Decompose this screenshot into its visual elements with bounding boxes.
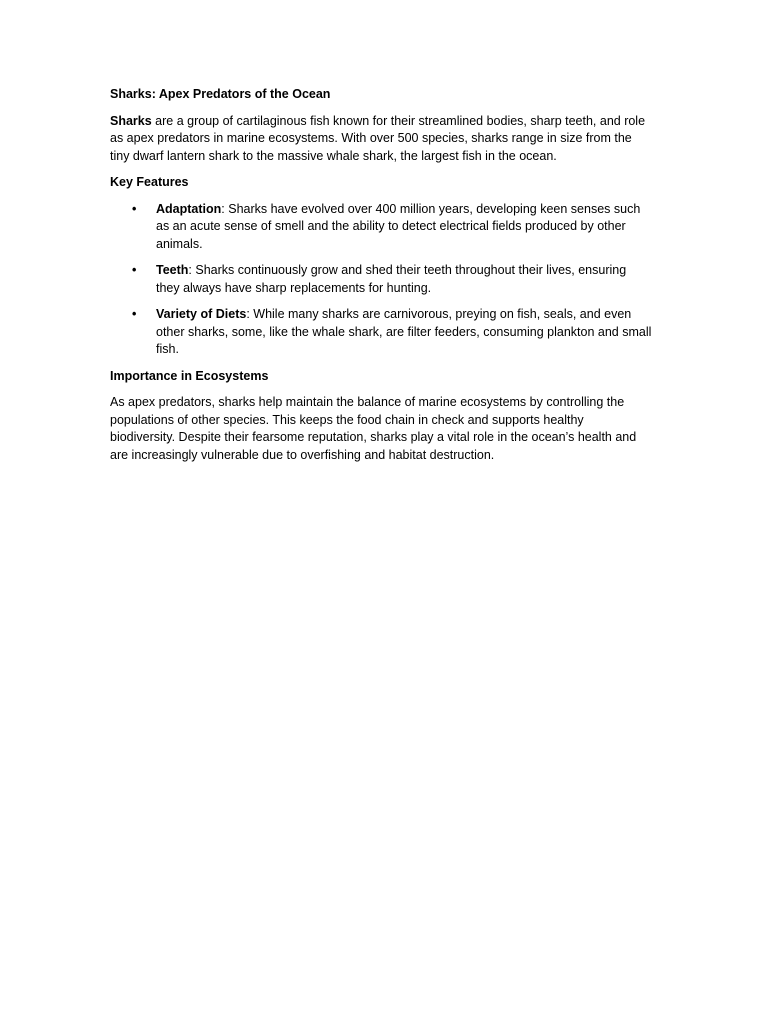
bullet-icon: •	[132, 201, 137, 216]
bullet-icon: •	[132, 307, 137, 321]
intro-paragraph	[110, 113, 652, 166]
document-page	[110, 86, 652, 473]
bullet-icon: •	[132, 263, 137, 277]
feature-term: Teeth	[156, 263, 189, 277]
feature-text: : While many sharks are carnivorous, preying on fish, seals, and even other sharks, some, like the whale shark, are filter feeders, consuming plankton and small fish.	[156, 307, 652, 356]
feature-text: : Sharks have evolved over 400 million years, developing keen senses such as an acute sense of smell and the ability to detect electrical fields produced by other animals.	[156, 201, 641, 251]
list-item	[110, 306, 652, 359]
list-item	[110, 201, 652, 254]
key-features-heading: Key Features	[110, 175, 189, 189]
document-title: Sharks: Apex Predators of the Ocean	[110, 87, 331, 101]
feature-term: Variety of Diets	[156, 307, 247, 321]
feature-text: : Sharks continuously grow and shed their teeth throughout their lives, ensuring they always have sharp replacements for hunting.	[156, 263, 627, 295]
list-item	[110, 262, 652, 297]
importance-paragraph: As apex predators, sharks help maintain the balance of marine ecosystems by controlling the populations of other species. This keeps the food chain in check and supports healthy biodiversity. Despite their fearsome reputation, sharks play a vital role in the ocean’s health and are increasingly vulnerable due to overfishing and habitat destruction.	[110, 395, 637, 462]
key-features-list	[110, 201, 652, 359]
importance-heading: Importance in Ecosystems	[110, 368, 269, 383]
intro-lead-term: Sharks	[110, 113, 152, 128]
feature-term: Adaptation	[156, 201, 222, 216]
intro-text: are a group of cartilaginous fish known for their streamlined bodies, sharp teeth, and role as apex predators in marine ecosystems. With over 500 species, sharks range in size from the tiny dwarf lantern shark to the massive whale shark, the largest fish in the ocean.	[110, 113, 646, 163]
